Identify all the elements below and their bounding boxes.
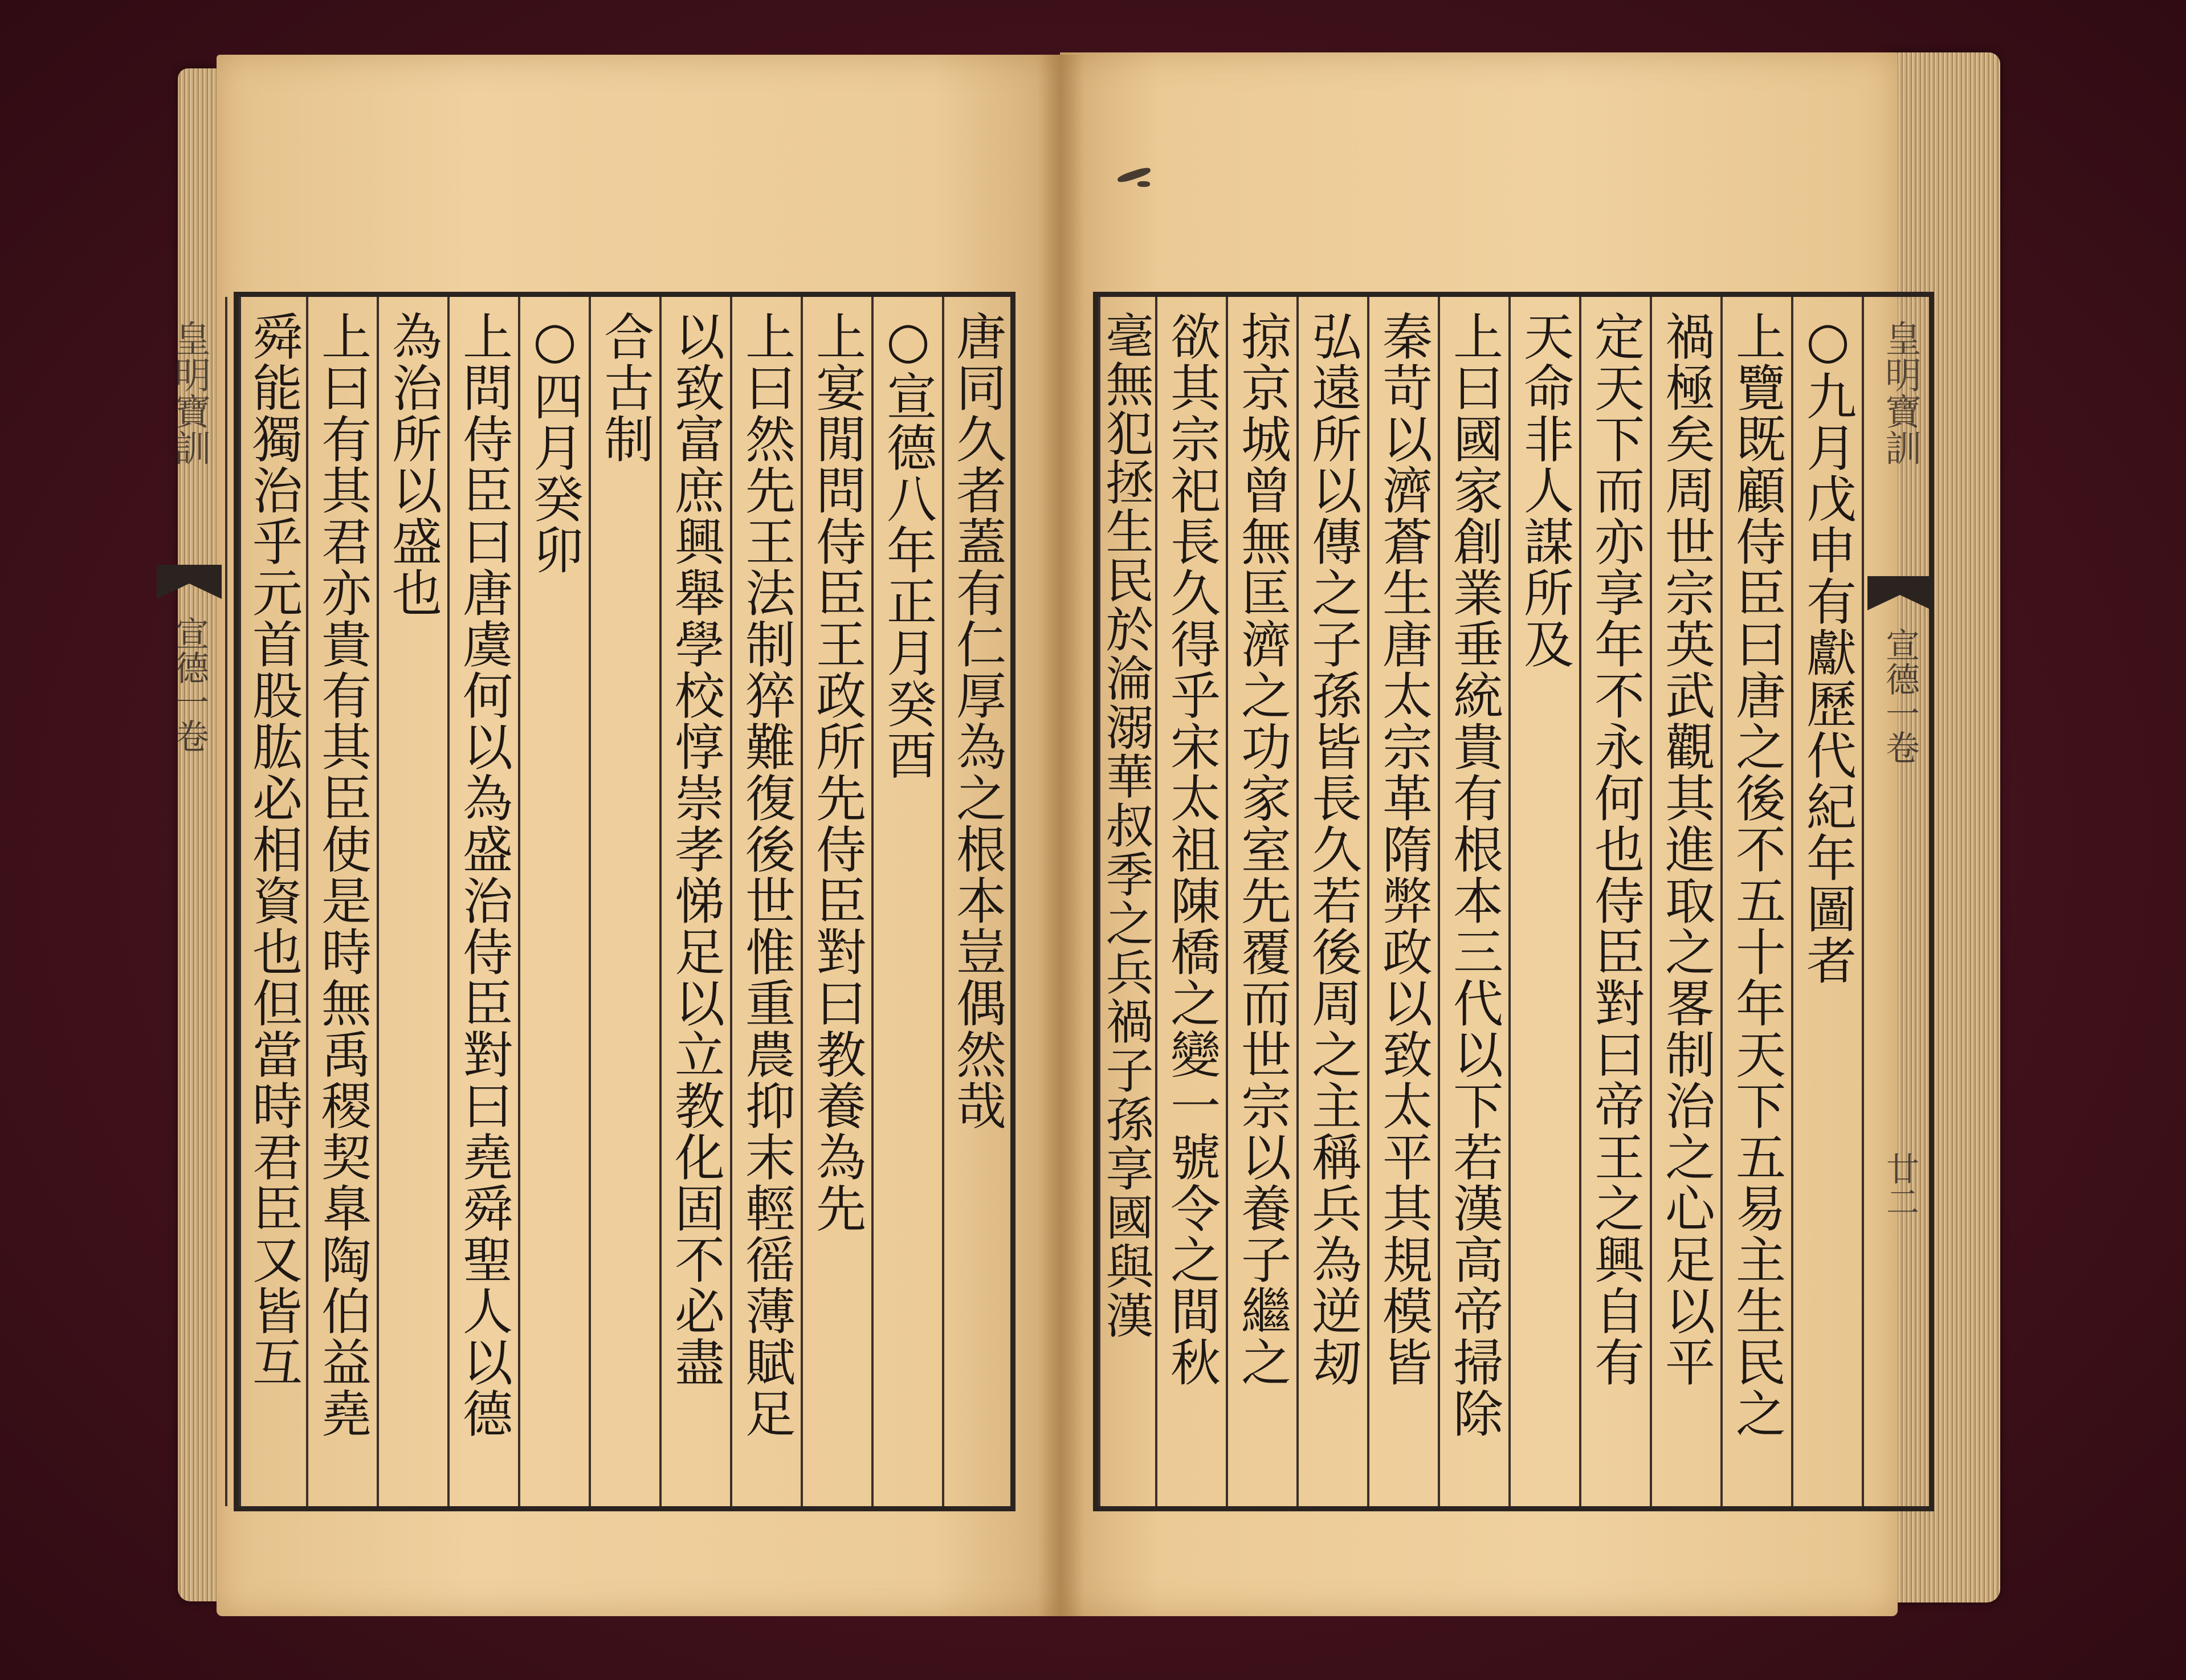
left-fold-title: 皇明寶訓 [168, 320, 210, 466]
text-line: ○四月癸卯 [525, 311, 584, 576]
left-col-8 [447, 297, 518, 1506]
right-col-3 [1650, 297, 1720, 1506]
text-line: 掠京城曾無匡濟之功家室先覆而世宗以養子繼之 [1233, 311, 1292, 1388]
text-line: 為治所以盛也 [384, 311, 443, 618]
text-line: 定天下而亦享年不永何也侍臣對曰帝王之興自有 [1587, 311, 1645, 1388]
right-col-1 [1791, 297, 1862, 1506]
right-fold-title: 皇明寶訓 [1879, 320, 1921, 466]
left-text-frame [168, 292, 1015, 1511]
right-text-frame [1093, 292, 1934, 1511]
text-line: 弘遠所以傳之子孫皆長久若後周之主稱兵為逆刼 [1304, 311, 1363, 1388]
text-line: ○宣德八年正月癸酉 [879, 311, 937, 781]
right-fold-page-number: 廿二 [1881, 1152, 1919, 1218]
left-col-2 [871, 297, 942, 1506]
right-fold-volume: 宣德一卷 [1880, 627, 1920, 764]
left-col-10 [306, 297, 377, 1506]
text-line: 天命非人謀所及 [1516, 311, 1575, 670]
left-col-1 [942, 297, 1010, 1506]
text-line: 上覽既顧侍臣曰唐之後不五十年天下五易主生民之 [1728, 311, 1787, 1439]
text-line: 禍極矣周世宗英武觀其進取之畧制治之心足以平 [1657, 311, 1716, 1388]
right-col-4 [1579, 297, 1650, 1506]
text-line: 上問侍臣曰唐虞何以為盛治侍臣對曰堯舜聖人以德 [455, 311, 513, 1439]
text-line: 合古制 [596, 311, 655, 464]
text-line: 上宴閒問侍臣王政所先侍臣對曰教養為先 [808, 311, 867, 1234]
text-line: 以致富庶興舉學校惇崇孝悌足以立教化固不必盡 [667, 311, 725, 1388]
right-fold-banner [1862, 297, 1936, 1506]
left-fold-banner [153, 297, 227, 1506]
text-line: 上曰國家創業垂統貴有根本三代以下若漢高帝掃除 [1445, 311, 1504, 1439]
text-line: 上曰然先王法制猝難復後世惟重農抑末輕徭薄賦足 [737, 311, 796, 1439]
right-col-11 [1098, 297, 1155, 1506]
text-line: 欲其宗祀長久得乎宋太祖陳橋之變一號令之間秋 [1163, 311, 1221, 1388]
right-col-10 [1155, 297, 1226, 1506]
text-line: 唐同久者蓋有仁厚為之根本豈偶然哉 [948, 311, 1007, 1131]
right-col-8 [1296, 297, 1367, 1506]
left-col-7 [518, 297, 589, 1506]
right-col-9 [1226, 297, 1296, 1506]
text-line: 秦苛以濟蒼生唐太宗革隋弊政以致太平其規模皆 [1375, 311, 1433, 1388]
book-gutter [1038, 55, 1084, 1616]
right-col-5 [1508, 297, 1579, 1506]
left-col-3 [801, 297, 871, 1506]
left-col-5 [659, 297, 730, 1506]
left-col-9 [377, 297, 447, 1506]
fish-tail-mark [157, 565, 222, 599]
right-col-6 [1438, 297, 1508, 1506]
text-line: 上曰有其君亦貴有其臣使是時無禹稷契臯陶伯益堯 [313, 311, 372, 1439]
left-col-6 [589, 297, 659, 1506]
right-col-2 [1720, 297, 1791, 1506]
text-line: ○九月戊申有獻歷代紀年圖者 [1798, 311, 1857, 986]
ink-smudge [1137, 181, 1150, 187]
text-line: 毫無犯拯生民於淪溺華叔季之兵禍子孫享國與漢 [1098, 311, 1154, 1340]
fish-tail-mark [1867, 576, 1932, 610]
left-col-4 [730, 297, 801, 1506]
left-col-11 [239, 297, 306, 1506]
text-line: 舜能獨治乎元首股肱必相資也但當時君臣又皆互 [244, 311, 303, 1388]
right-col-7 [1367, 297, 1438, 1506]
left-fold-volume: 宣德一卷 [169, 616, 209, 753]
